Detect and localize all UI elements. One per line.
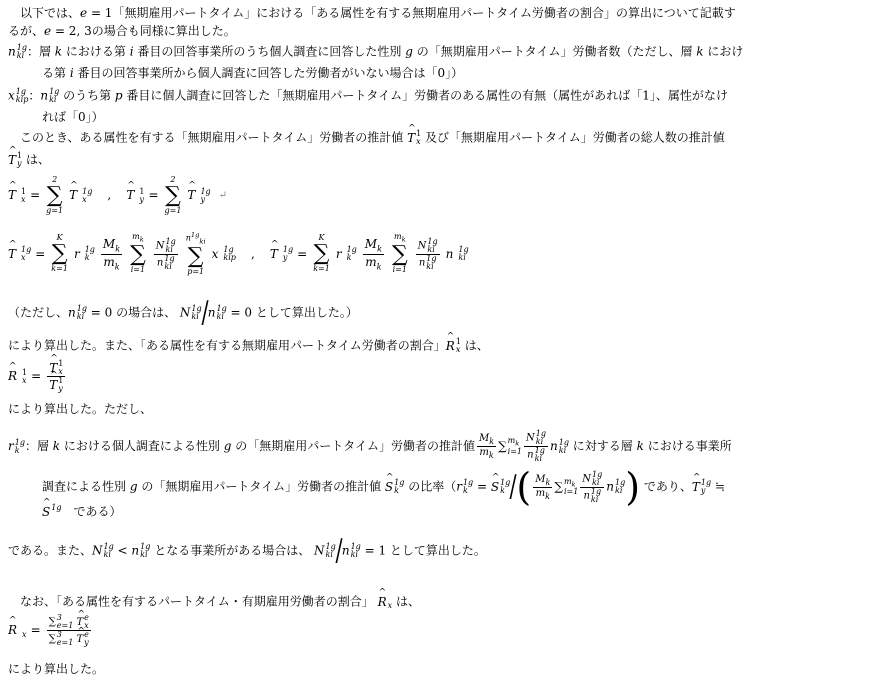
closing-line: により算出した。 <box>8 662 105 676</box>
equation-total-sums: ^ T 1 x = 2 ∑ g=1 ^ T 1g x , ^ T 1 y = 2 ∑ g=1 ^ T 1g y ↵ <box>8 176 227 216</box>
equation-overall-ratio: ^ R x = ∑ 3 e=1 ^ T e x ∑ 3 e=1 ^ T e y <box>8 614 93 647</box>
estimate-intro-line-1: このとき、ある属性を有する「無期雇用パートタイム」労働者の推計値 ^ T 1 x 及び「無期雇用パートタイム」労働者の総人数の推計値 <box>8 130 725 146</box>
definition-r-line-3: ^ S 1g である） <box>42 504 121 520</box>
definition-x-line-1: x 1g kip ：n 1g ki のうち第 p 番目に個人調査に回答した「無期雇用パートタイム」労働者のある属性の有無（属性があれば「1」、属性がなけ <box>8 87 728 104</box>
condition-note: （ただし、n 1g ki = 0 の場合は、 N 1g ki /n 1g ki = 0 として算出した。） <box>8 295 358 330</box>
adjust-note: である。また、N 1g ki < n 1g ki となる事業所がある場合は、 N 1g ki /n 1g ki = 1 として算出した。 <box>8 533 486 568</box>
definition-r-line-2: 調査による性別 g の「無期雇用パートタイム」労働者の推計値 ^ S 1g k の比率（r 1g k = ^ S 1g k /( $\frac{M_k}{m_k}$ ∑ $m_k$ i=1 N 1g ki n 1g ki n 1g ki ) であり、^ T 1g y ≒ <box>42 468 725 506</box>
definition-n-line-1: n 1g ki ：層 k における第 i 番目の回答事業所のうち個人調査に回答した性別 g の「無期雇用パートタイム」労働者数（ただし、層 k におけ <box>8 43 744 60</box>
overall-ratio-intro: なお、「ある属性を有するパートタイム・有期雇用労働者の割合」 ^ R x は、 <box>8 594 420 610</box>
definition-n-line-2: る第 i 番目の回答事業所から個人調査に回答した労働者がいない場合は「0」） <box>42 66 464 80</box>
definition-x-line-2: れば「0」） <box>42 110 104 124</box>
however-line: により算出した。ただし、 <box>8 402 153 416</box>
intro-line-2: るが、e = 2, 3の場合も同様に算出した。 <box>8 24 236 38</box>
equation-stratum-sums: ^ T 1g x = K ∑ k=1 r 1g k $\frac{M_k}{m_k}$ $m_k$ ∑ i=1 N 1g ki n 1g ki $n^{1g}_{ki}$ ∑ p=1 x 1g kip , ^ T 1g y = K ∑ k=1 r 1g k $\frac{M_k}{m_k}$ $m_k$ ∑ i=1 N 1g ki n 1g ki n 1g ki <box>8 232 469 276</box>
definition-r-line-1: r 1g k ：層 k における個人調査による性別 g の「無期雇用パートタイム」労働者の推計値 $\frac{M_k}{m_k}$ ∑ $m_k$ i=1 N 1g ki n 1g ki n 1g ki に対する層 k における事業所 <box>8 429 732 463</box>
ratio-intro: により算出した。また、「ある属性を有する無期雇用パートタイム労働者の割合」^ R 1 x は、 <box>8 338 489 354</box>
intro-line-1: 以下では、e = 1「無期雇用パートタイム」における「ある属性を有する無期雇用パートタイム労働者の割合」の算出について記載す <box>8 6 736 20</box>
estimate-intro-line-2: ^ T 1 y は、 <box>8 152 50 168</box>
equation-ratio: ^ R 1 x = ^ T 1 x ^ T 1 y <box>8 360 67 393</box>
